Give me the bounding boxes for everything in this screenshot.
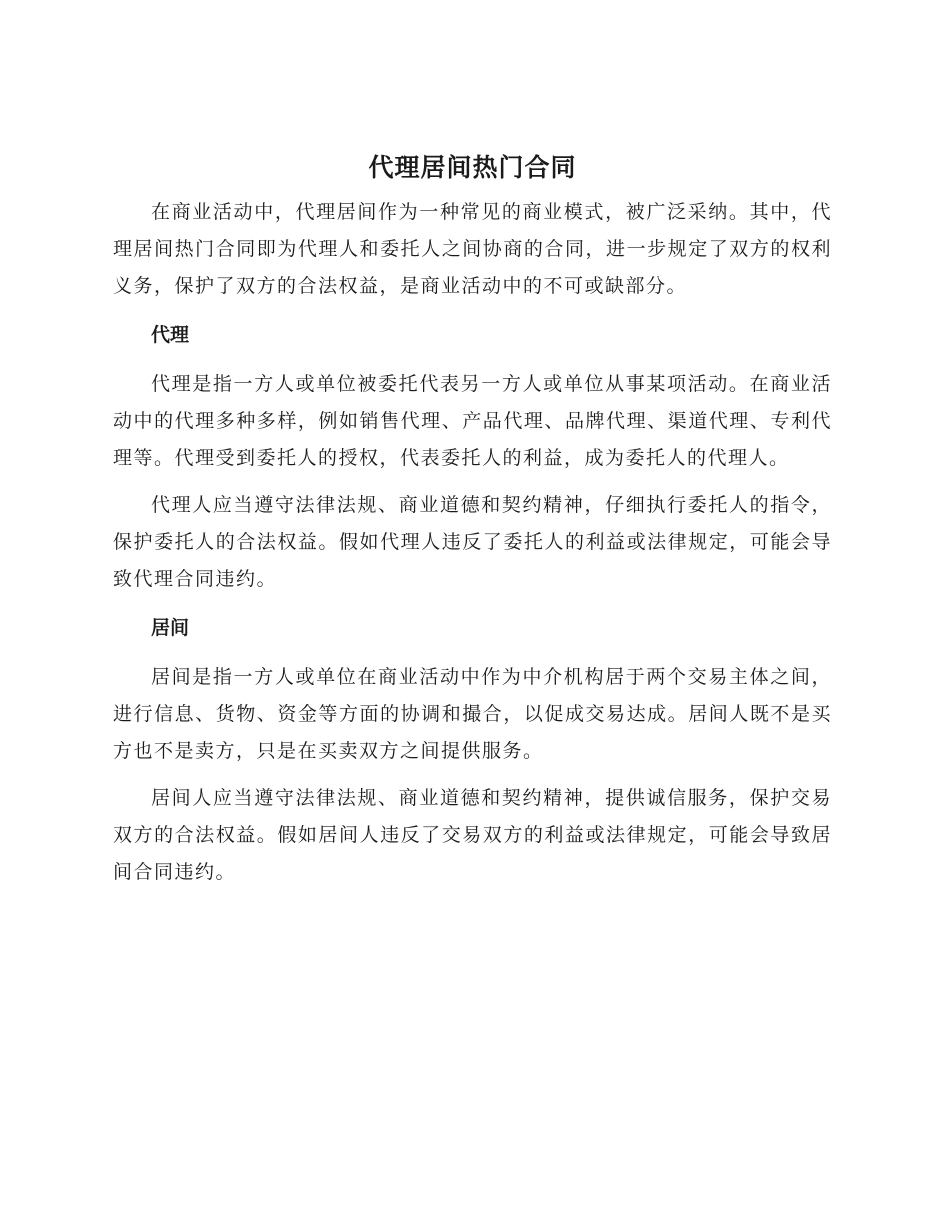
document-title: 代理居间热门合同 (368, 153, 577, 182)
section-heading-agency: 代理 (151, 324, 190, 346)
agency-paragraph-1: 代理是指一方人或单位被委托代表另一方人或单位从事某项活动。在商业活动中的代理多种多样，例如销售代理、产品代理、品牌代理、渠道代理、专利代理等。代理受到委托人的授权，代表委托人的利益，成为委托人的代理人。 (113, 373, 832, 469)
brokerage-paragraph-1: 居间是指一方人或单位在商业活动中作为中介机构居于两个交易主体之间，进行信息、货物、资金等方面的协调和撮合，以促成交易达成。居间人既不是买方也不是卖方，只是在买卖双方之间提供服务。 (113, 666, 832, 762)
intro-paragraph: 在商业活动中，代理居间作为一种常见的商业模式，被广泛采纳。其中，代理居间热门合同即为代理人和委托人之间协商的合同，进一步规定了双方的权利义务，保护了双方的合法权益，是商业活动中的不可或缺部分。 (113, 201, 832, 297)
section-heading-brokerage: 居间 (151, 617, 190, 639)
brokerage-paragraph-2: 居间人应当遵守法律法规、商业道德和契约精神，提供诚信服务，保护交易双方的合法权益。假如居间人违反了交易双方的利益或法律规定，可能会导致居间合同违约。 (113, 787, 832, 883)
agency-paragraph-2: 代理人应当遵守法律法规、商业道德和契约精神，仔细执行委托人的指令，保护委托人的合法权益。假如代理人违反了委托人的利益或法律规定，可能会导致代理合同违约。 (113, 494, 832, 590)
section-agency (113, 317, 832, 598)
section-brokerage (113, 610, 832, 891)
